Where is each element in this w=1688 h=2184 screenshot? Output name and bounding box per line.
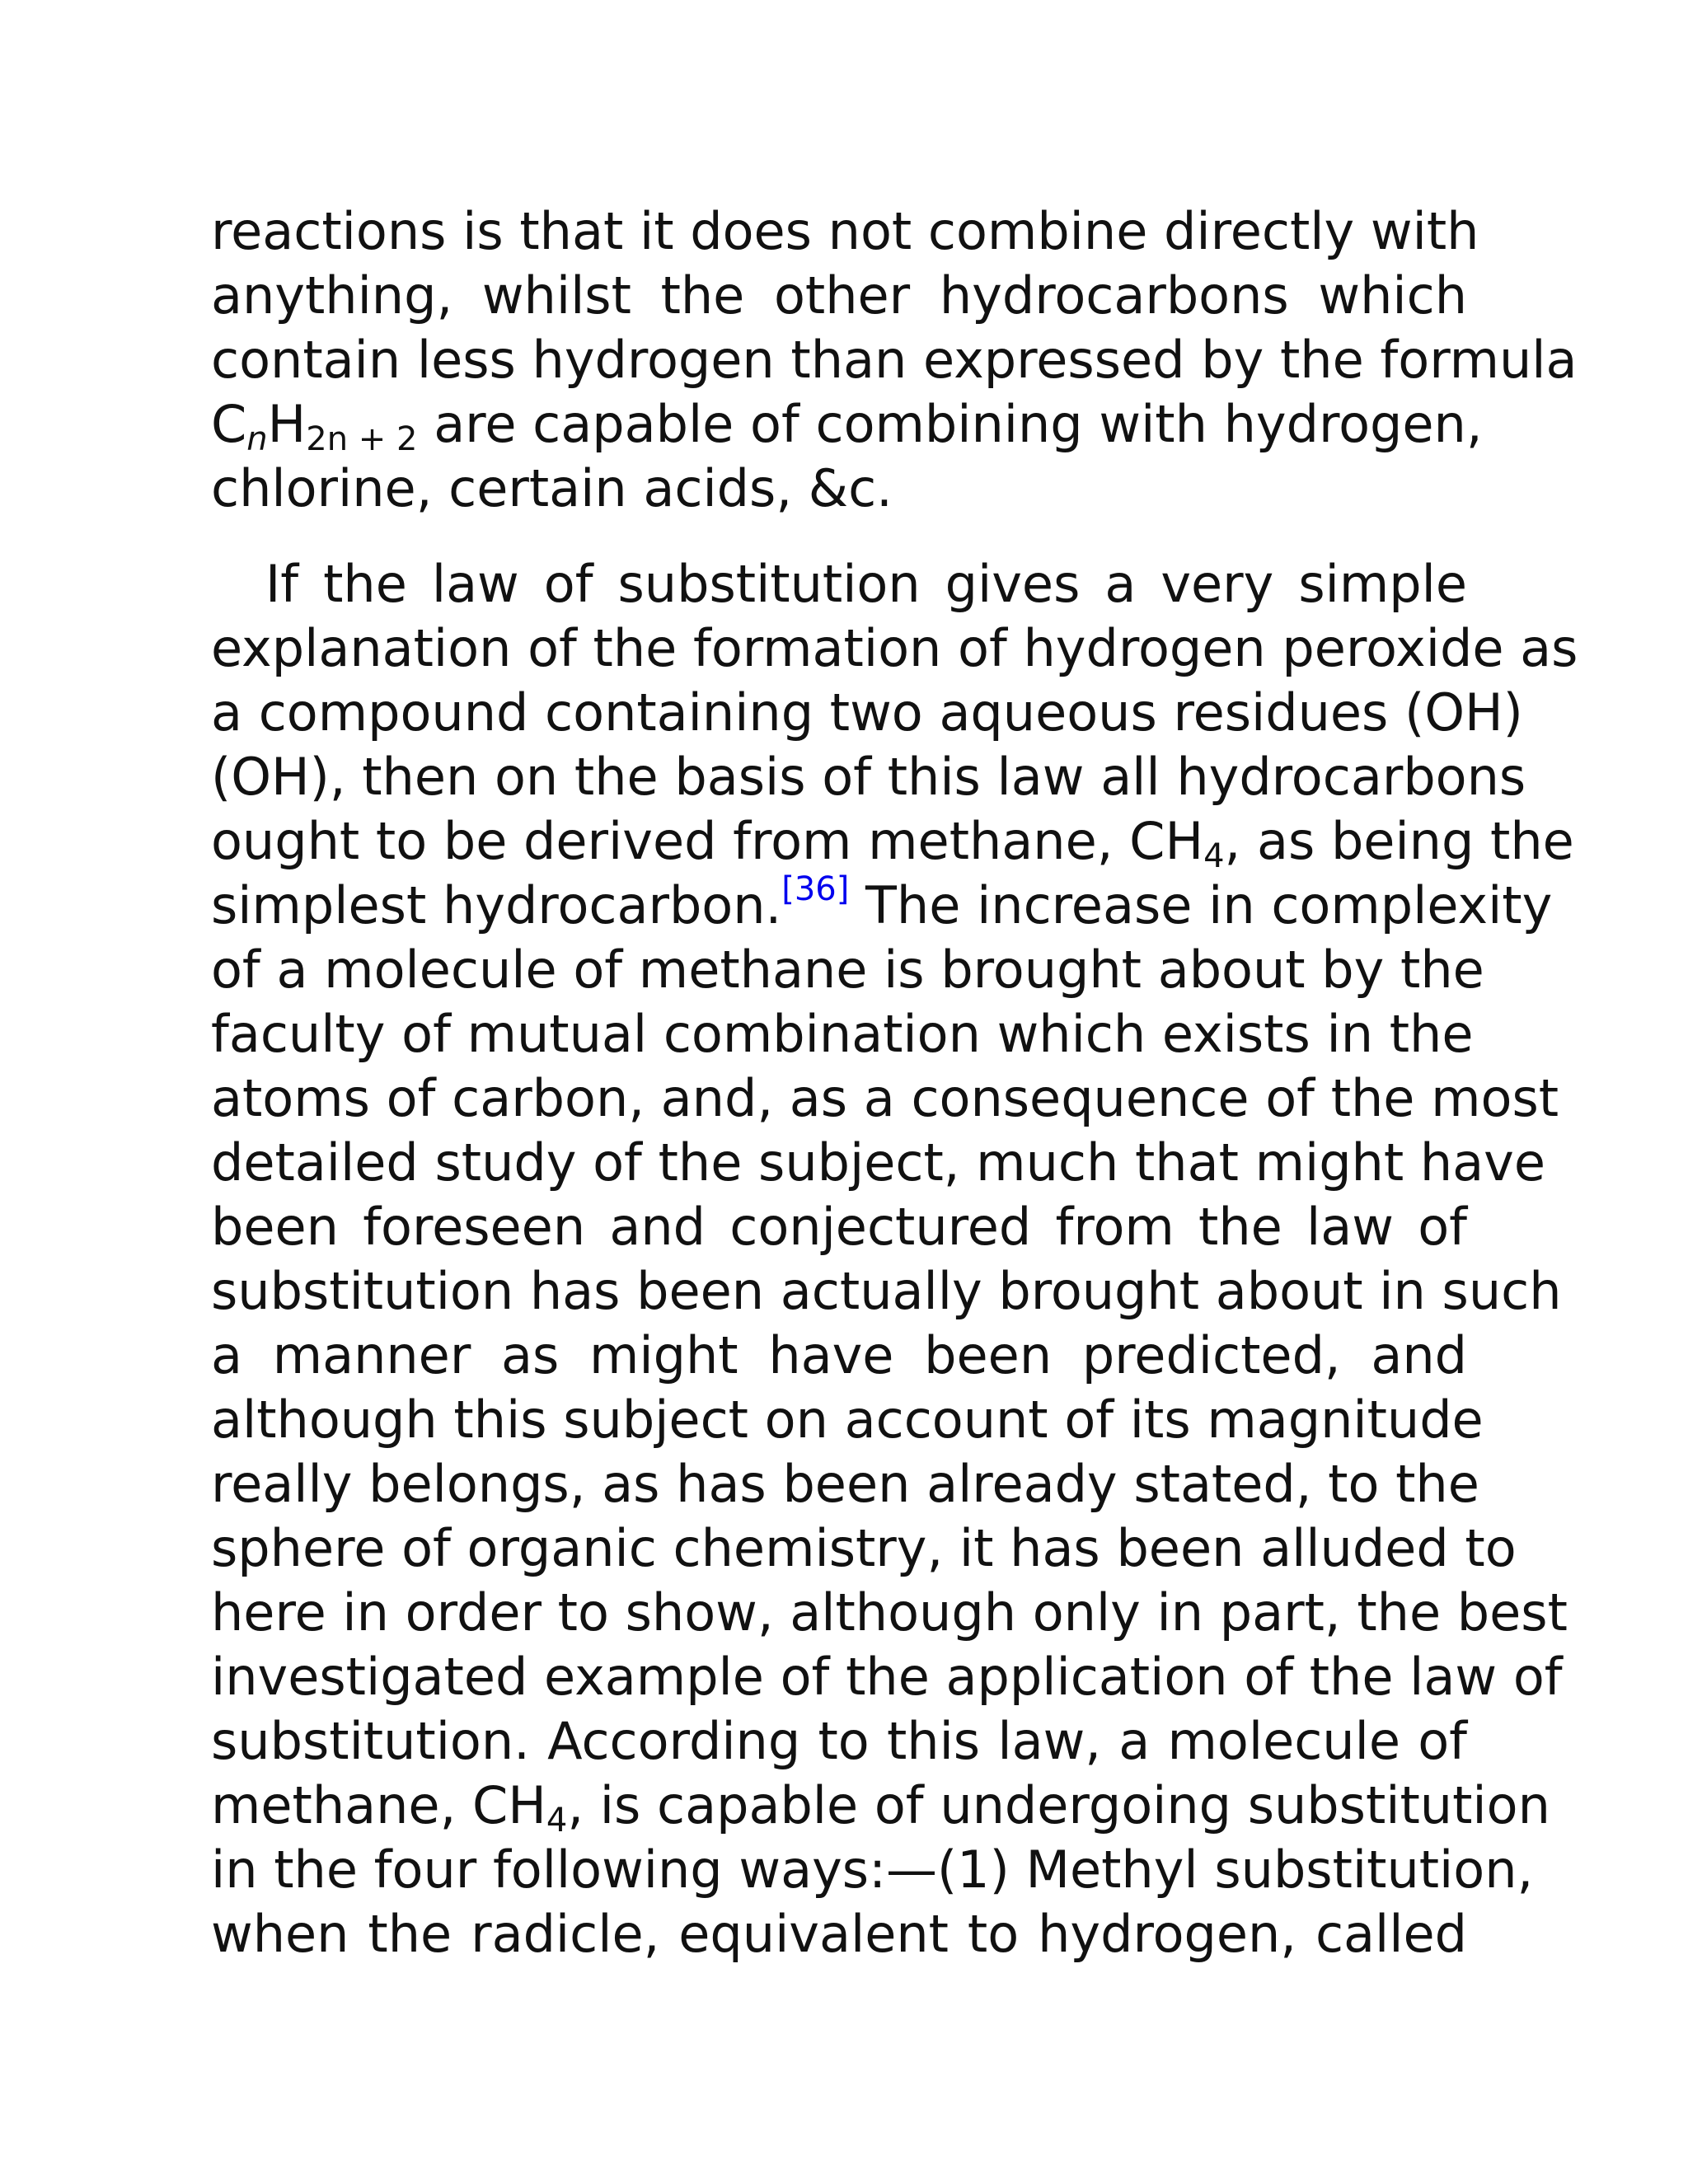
text-line: in the four following ways:—(1) Methyl substitution,	[211, 1840, 1534, 1900]
text-segment: The increase in complexity	[849, 875, 1553, 935]
text-line-indented	[211, 552, 1467, 616]
formula-c: C	[211, 394, 247, 454]
text-line: reactions is that it does not combine directly with	[211, 201, 1479, 261]
text-line-content: If the law of substitution gives a very simple	[265, 554, 1467, 614]
text-line: chlorine, certain acids, &c.	[211, 458, 893, 518]
text-line: contain less hydrogen than expressed by the formula	[211, 330, 1578, 390]
formula-c-subscript: n	[246, 420, 268, 458]
formula-h-subscript: 2n + 2	[306, 420, 418, 458]
text-line: here in order to show, although only in part, the best	[211, 1582, 1568, 1643]
text-line-formula	[211, 809, 1574, 875]
text-line: a manner as might have been predicted, and	[211, 1325, 1467, 1385]
text-segment: , is capable of undergoing substitution	[567, 1775, 1550, 1835]
text-line: really belongs, as has been already stated, to the	[211, 1454, 1479, 1514]
text-segment: , as being the	[1224, 811, 1574, 871]
text-line: faculty of mutual combination which exists in the	[211, 1004, 1474, 1064]
formula-line-rest: are capable of combining with hydrogen,	[417, 394, 1483, 454]
text-line: atoms of carbon, and, as a consequence of the most	[211, 1068, 1559, 1128]
text-line: when the radicle, equivalent to hydrogen, called	[211, 1904, 1467, 1964]
text-line: substitution has been actually brought about in such	[211, 1261, 1562, 1321]
paragraph-continuation	[211, 199, 1578, 521]
text-line: substitution. According to this law, a molecule of	[211, 1711, 1467, 1771]
text-line: sphere of organic chemistry, it has been alluded to	[211, 1518, 1517, 1578]
text-line: a compound containing two aqueous residues (OH)	[211, 682, 1523, 743]
text-line: investigated example of the application of the law of	[211, 1647, 1563, 1707]
text-line-formula	[211, 392, 1483, 458]
text-segment: methane, CH	[211, 1775, 546, 1835]
text-line: although this subject on account of its magnitude	[211, 1390, 1484, 1450]
footnote-link[interactable]: [36]	[781, 870, 850, 908]
text-segment: simplest hydrocarbon.	[211, 875, 782, 935]
text-line: detailed study of the subject, much that might have	[211, 1132, 1545, 1193]
text-line-footnote	[211, 870, 1553, 938]
paragraph-substitution	[211, 552, 1578, 1966]
ch4-subscript: 4	[546, 1802, 568, 1840]
text-line-formula	[211, 1774, 1550, 1840]
text-line: anything, whilst the other hydrocarbons which	[211, 265, 1467, 326]
text-line: of a molecule of methane is brought about by the	[211, 940, 1484, 1000]
formula-h: H	[267, 394, 307, 454]
text-line: (OH), then on the basis of this law all hydrocarbons	[211, 747, 1526, 807]
ch4-subscript: 4	[1203, 837, 1225, 875]
text-line: been foreseen and conjectured from the law of	[211, 1197, 1467, 1257]
text-segment: ought to be derived from methane, CH	[211, 811, 1204, 871]
text-line: explanation of the formation of hydrogen peroxide as	[211, 618, 1578, 678]
